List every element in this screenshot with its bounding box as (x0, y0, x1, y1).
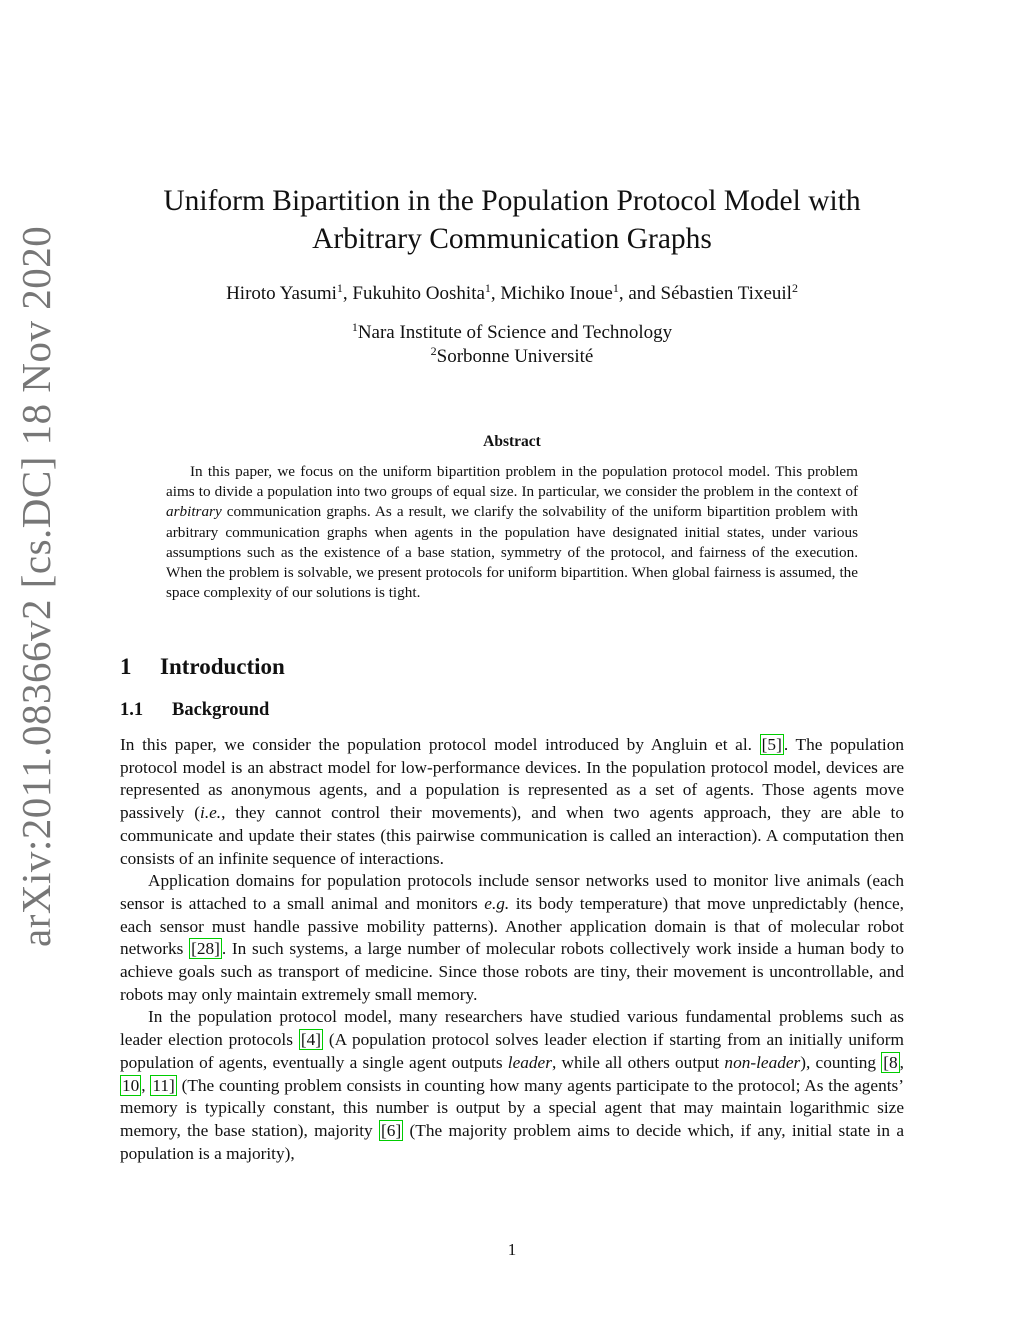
affiliation-mark: 2 (430, 344, 437, 358)
abstract-body (166, 462, 858, 603)
title-line-1: Uniform Bipartition in the Population Protocol Model with (163, 185, 861, 217)
paragraph-text: , while all others output (551, 1052, 725, 1072)
abstract-text: communication graphs. As a result, we clarify the solvability of the uniform bipartition problem with arbitrary communication graphs when agents in the population have designated initial states, under various assumptions such as the existence of a base station, symmetry of the protocol, and fairness of the execution. When the problem is solvable, we present protocols for uniform bipartition. When global fairness is assumed, the space complexity of our solutions is tight. (166, 503, 858, 602)
paper-title (120, 182, 904, 258)
subsection-number: 1.1 (120, 700, 144, 720)
author-affiliation-mark: 1 (612, 281, 619, 295)
paragraph-text: , they cannot control their movements), and when two agents approach, they are able to communicate and update their states (this pairwise communication is called an interaction). A computation then consists of an infinite sequence of interactions. (120, 803, 904, 868)
author-affiliation-mark: 1 (484, 281, 491, 295)
citation-link[interactable]: 11] (152, 1075, 175, 1095)
section-heading (120, 654, 285, 680)
author-affiliation-mark: 1 (336, 281, 343, 295)
paragraph-text: In this paper, we consider the population protocol model introduced by Angluin et al. (120, 735, 760, 754)
paragraph-text: Application domains for population protocols include sensor networks used to monitor live animals (each sensor is attached to a small animal and monitors (120, 871, 904, 913)
body-paragraph (120, 1006, 904, 1165)
section-number: 1 (120, 654, 132, 679)
paragraph-text: (A population protocol solves leader election if starting from an initially uniform population of agents, eventually a single agent outputs (120, 1030, 905, 1072)
section-title: Introduction (160, 654, 285, 679)
citation-link[interactable]: [8 (883, 1052, 898, 1072)
abstract-emphasis: arbitrary (166, 503, 222, 521)
affiliation-mark: 1 (351, 320, 358, 334)
arxiv-identifier-stamp: arXiv:2011.08366v2 [cs.DC] 18 Nov 2020 (13, 225, 59, 947)
paragraph-emphasis: i.e. (200, 803, 222, 823)
author-list (120, 283, 904, 305)
subsection-title: Background (172, 700, 270, 720)
paragraph-text: . The population protocol model is an abstract model for low-performance devices. In the population protocol model, devices are represented as anonymous agents, and a population is represented as a set of agents. Those agents move passively ( (120, 735, 904, 823)
citation-link[interactable]: [4] (300, 1030, 321, 1050)
author-affiliation-mark: 2 (791, 281, 798, 295)
paragraph-text: ), counting (800, 1052, 882, 1072)
citation-link[interactable]: 10 (122, 1075, 140, 1095)
paragraph-text: . In such systems, a large number of molecular robots collectively work inside a human body to achieve goals such as transport of medicine. Since those robots are tiny, their movement is uncontrollable, and robots may only maintain extremely small memory. (120, 939, 904, 1004)
paragraph-emphasis: non-leader (724, 1052, 801, 1072)
body-text (120, 734, 904, 1165)
citation-link[interactable]: [6] (381, 1120, 402, 1140)
abstract-text: In this paper, we focus on the uniform bipartition problem in the population protocol model. This problem aims to divide a population into two groups of equal size. In particular, we consider the problem in the context of (166, 463, 858, 501)
citation-link[interactable]: [5] (761, 735, 782, 754)
citation-separator: , (141, 1075, 151, 1095)
paragraph-text: its body temperature) that move unpredictably (hence, each sensor must handle passive mobility patterns). Another application domain is that of molecular robot networks (120, 893, 905, 959)
affiliation (120, 322, 904, 344)
author-separator: , (342, 283, 353, 304)
citation-link[interactable]: [28] (191, 939, 220, 959)
paragraph-text: (The majority problem aims to decide which, if any, initial state in a population is a majority), (120, 1120, 904, 1163)
author-name: Sébastien Tixeuil (660, 283, 792, 304)
author-name: Michiko Inoue (500, 283, 613, 304)
affiliation-name: Sorbonne Université (436, 346, 594, 367)
abstract-heading: Abstract (483, 433, 541, 450)
page-number: 1 (507, 1240, 517, 1259)
subsection-heading (120, 700, 269, 721)
paragraph-emphasis: e.g. (484, 893, 510, 913)
body-paragraph (120, 870, 904, 1006)
author-separator: , (490, 283, 501, 304)
paragraph-text: In the population protocol model, many researchers have studied various fundamental problems such as leader election protocols (120, 1007, 904, 1050)
body-paragraph (120, 734, 904, 870)
author-separator: , and (618, 283, 661, 304)
author-name: Fukuhito Ooshita (352, 283, 485, 304)
abstract-paragraph (166, 462, 858, 603)
title-line-2: Arbitrary Communication Graphs (312, 223, 712, 255)
affiliation (120, 346, 904, 368)
affiliation-name: Nara Institute of Science and Technology (357, 322, 673, 343)
author-name: Hiroto Yasumi (226, 283, 337, 304)
citation-separator: , (899, 1052, 904, 1072)
paragraph-text: (The counting problem consists in counting how many agents participate to the protocol; As the agents’ memory is typically constant, this number is output by a special agent that may maintain logarithmic size memory, the base station), majority (120, 1075, 905, 1140)
paragraph-emphasis: leader (507, 1052, 552, 1072)
